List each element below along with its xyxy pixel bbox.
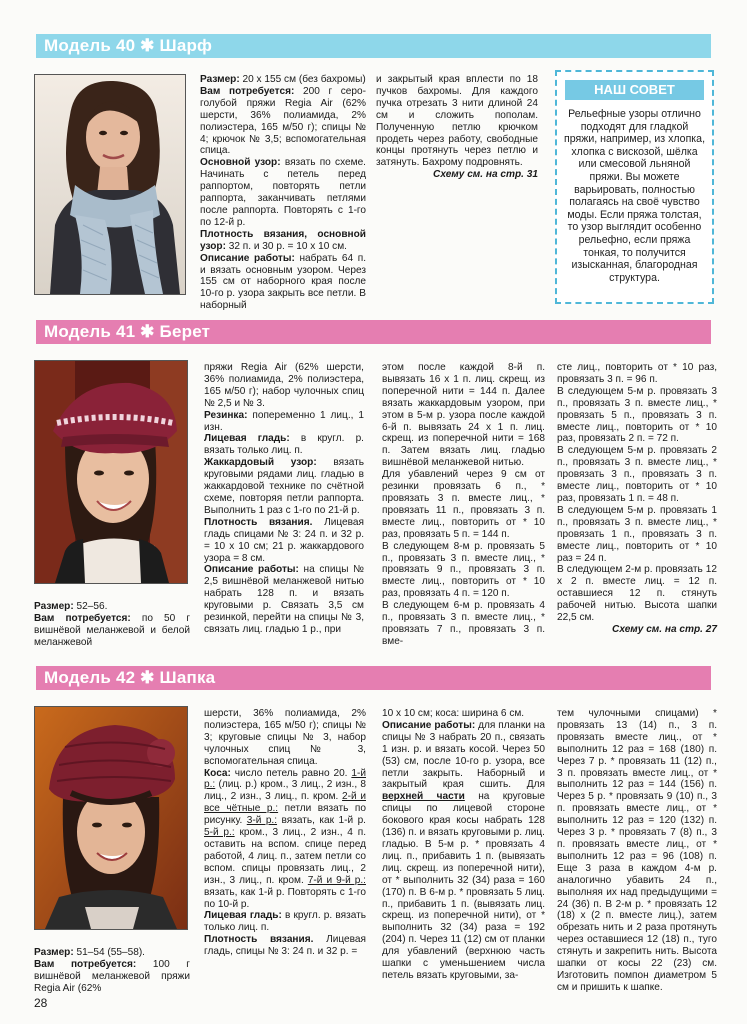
model-40-header — [36, 34, 711, 58]
model-41-under-p: Размер: 52–56. — [34, 601, 108, 612]
model-40-col-2-p: и закрытый края вплести по 18 пучков бахромы. Для каждого пучка отрезать 3 нити длиной 24 см и сложить пополам. Полученную петлю крючком продеть через работу, свободные концы протянуть через петлю и затянуть. Бахрому подровнять. — [376, 74, 538, 169]
model-41-col-3-p: В следующем 5-м р. провязать 2 п., провязать 3 п. вместе лиц., * провязать 3 п., провязать 3 п. вместе лиц., повторить от * 10 раз, провязать 1 п. = 48 п. — [557, 445, 717, 504]
model-41-photo — [34, 360, 188, 584]
model-42-col-2-p: Описание работы: для планки на спицы № 3 набрать 20 п., связать 1 изн. р. и вязать косой. Через 50 (53) см, после 10-го р. узора, все петли закрыть. Наборный и закрытый края сшить. Для верхней части на круговые спицы по лицевой стороне бокового края косы набрать 128 (136) п. и вязать круговыми р. лиц. гладью. В 5-м р. * провязать 4 лиц. п., прибавить 1 п. (вывязать лиц. скрещ. из поперечной нити), от * выполнить 32 (34) раза = 160 (170) п. В 6-м р. * провязать 5 лиц. п., прибавить 1 п. (вывязать лиц. скрещ. из поперечной нити), от * выполнить 32 (34) раза = 192 (204) п. Через 11 (12) см от планки для убавлений (верхнюю часть шапки с уменьшением числа петель вязать круговыми, за- — [382, 719, 545, 981]
model-40-col-1-p: Основной узор: вязать по схеме. Начинать с петель перед раппортом, повторять петли раппорта, заканчивать петлями после раппорта. Повторять с 1-го по 12-й р. — [200, 157, 366, 228]
model-41-col-1 — [204, 362, 364, 636]
model-41-col-3-p: В следующем 5-м р. провязать 3 п., провязать 3 п. вместе лиц., * провязать 5 п., провязать 3 п. вместе лиц., повторить от * 10 раз, провязать 2 п. = 72 п. — [557, 385, 717, 445]
model-42-col-2-p: 10 х 10 см; коса: ширина 6 см. — [382, 708, 525, 719]
model-40-photo — [34, 74, 186, 295]
model-40-col-1-p: Описание работы: набрать 64 п. и вязать основным узором. Через 155 см от наборного края после 10-го р. узора закрыть все петли. В наборный — [200, 252, 366, 312]
model-41-col-2-p: В следующем 6-м р. провязать 4 п., провязать 3 п. вместе лиц., * провязать 7 п., провязать 3 п. вме- — [382, 600, 545, 647]
model-40-col-2 — [376, 74, 538, 181]
model-40-col-1-p: Вам потребуется: 200 г серо-голубой пряжи Regia Air (62% шерсти, 36% полиамида, 2% полиэстера, 165 м/50 г); спицы № 4; крючок № 3,5; вспомогательная спица. — [200, 85, 367, 157]
model-41-col-1-p: Плотность вязания. Лицевая гладь спицами № 3: 24 п. и 32 р. = 10 х 10 см; 21 р. жаккардового узора = 8 см. — [204, 516, 364, 564]
model-42-under-photo — [34, 947, 190, 995]
model-42-col-2 — [382, 708, 545, 982]
advice-box — [555, 70, 714, 304]
model-42-col-1-p: Коса: число петель равно 20. 1-й р.: (лиц. р.) кром., 3 лиц., 2 изн., 8 лиц., 2 изн., 3 лиц., п. кром. 2-й и все чётные р.: петли вязать по рисунку. 3-й р.: вязать, как 1-й р. 5-й р.: кром., 3 лиц., 2 изн., 4 п. оставить на вспом. спице перед работой, 4 лиц. п., затем петли со вспом. спицы провязать лиц., 2 изн., 3 лиц., п. кром. 7-й и 9-й р.: вязать, как 1-й р. Повторять с 1-го по 10-й р. — [204, 767, 366, 910]
model-42-under-p: Размер: 51–54 (55–58). — [34, 947, 145, 958]
model-41-col-1-p: пряжи Regia Air (62% шерсти, 36% полиамида, 2% полиэстера, 165 м/50 г); набор чулочных спиц № 2,5 и № 3. — [204, 362, 364, 409]
page-number: 28 — [34, 996, 48, 1010]
model-42-col-1-p: шерсти, 36% полиамида, 2% полиэстера, 165 м/50 г); спицы № 3; круговые спицы № 3, набор чулочных спиц № 3, вспомогательная спица. — [204, 708, 366, 767]
model-41-col-3-p: В следующем 2-м р. провязать 12 х 2 п. вместе лиц. = 12 п. оставшиеся 12 п. стянуть рабочей нитью. Высота шапки 22,5 см. — [557, 564, 717, 624]
model-41-col-1-p: Лицевая гладь: в кругл. р. вязать только лиц. п. — [204, 433, 364, 457]
model-42-header — [36, 666, 711, 690]
model-42-col-3 — [557, 708, 717, 994]
model-41-col-3-p: сте лиц., повторить от * 10 раз, провязать 3 п. = 96 п. — [557, 362, 717, 385]
model-41-col-1-p: Резинка: попеременно 1 лиц., 1 изн. — [204, 409, 364, 433]
model-40-scheme-ref: Схему см. на стр. 31 — [433, 169, 538, 181]
model-41-col-2-p: В следующем 8-м р. провязать 5 п., провязать 3 п. вместе лиц., * провязать 9 п., провязать 3 п. вместе лиц., повторить от * 10 раз, провязать 4 п. = 120 п. — [382, 540, 545, 600]
model-42-col-1 — [204, 708, 366, 958]
model-41-col-2-p: этом после каждой 8-й п. вывязать 16 х 1 п. лиц. скрещ. из поперечной нити = 144 п. Далее вязать жаккардовым узором, при этом в 5-м р. узора после каждой 6-й п. вывязать 24 х 1 п. лиц. скрещ. из поперечной нити = 168 п. Затем вязать лиц. гладью вишнёвой меланжевой нитью. — [382, 362, 545, 469]
model-41-header — [36, 320, 711, 344]
model-41-col-2 — [382, 362, 545, 648]
model-42-title: Модель 42 ✱ Шапка — [44, 668, 216, 687]
model-41-under-p: Вам потребуется: по 50 г вишнёвой меланжевой и белой меланжевой — [34, 612, 191, 648]
model-41-col-3-p: В следующем 5-м р. провязать 1 п., провязать 3 п. вместе лиц., * провязать 1 п., провязать 3 п. вместе лиц., повторить от * 10 раз = 24 п. — [557, 504, 717, 564]
model-40-col-1-p: Размер: 20 х 155 см (без бахромы) — [200, 74, 366, 85]
model-41-col-3 — [557, 362, 717, 636]
model-40-col-1-p: Плотность вязания, основной узор: 32 п. и 30 р. = 10 х 10 см. — [200, 228, 366, 252]
model-41-title: Модель 41 ✱ Берет — [44, 322, 211, 341]
model-42-under-p: Вам потребуется: 100 г вишнёвой меланжевой пряжи Regia Air (62% — [34, 958, 190, 994]
model-41-scheme-ref: Схему см. на стр. 27 — [612, 623, 717, 635]
model-41-col-2-p: Для убавлений через 9 см от резинки провязать 6 п., * провязать 3 п. вместе лиц., * провязать 11 п., провязать 3 п. вместе лиц., повторить от * 10 раз, провязать 5 п. = 144 п. — [382, 469, 545, 540]
advice-text: Рельефные узоры отлично подходят для гладкой пряжи, например, из хлопка, хлопка с вискозой, шёлка или смесовой льняной пряжи. Вы можете варьировать, полностью полагаясь на своё чувство моды. Если пряжа толстая, то узор выглядит особенно рельефно, если пряжа тонкая, то получится изысканная, благородная структура. — [563, 108, 706, 284]
model-42-photo — [34, 706, 188, 930]
model-41-col-1-p: Описание работы: на спицы № 2,5 вишнёвой меланжевой нитью набрать 128 п. и вязать круговыми р. Связать 3,5 см резинкой, перейти на спицы № 3, связать лиц. гладью 1 р., при — [204, 564, 364, 635]
model-41-col-1-p: Жаккардовый узор: вязать круговыми рядами лиц. гладью в жаккардовой технике по счётной схеме, повторяя петли раппорта. Выполнить 1 раз с 1-го по 21-й р. — [204, 457, 365, 516]
model-40-col-1 — [200, 74, 366, 312]
model-41-under-photo — [34, 601, 190, 649]
model-42-col-1-p: Плотность вязания. Лицевая гладь, спицы № 3: 24 п. и 32 р. = — [204, 934, 366, 958]
model-40-title: Модель 40 ✱ Шарф — [44, 36, 213, 55]
model-42-col-3-p: тем чулочными спицами) * провязать 13 (14) п., 3 п. провязать вместе лиц., от * выполнить 12 раз = 168 (180) п. Через 7 р. * провязать 11 (12) п., 3 п. провязать вместе лиц., от * выполнить 12 раз = 144 (156) п. Через 5 р. * провязать 9 (10) п., 3 п. провязать вместе лиц., от * выполнить 12 раз = 120 (132) п. Через 3 р. * провязать 7 (8) п., 3 п. провязать вместе лиц., от * выполнить 12 раз = 96 (108) п. Еще 3 раза в каждом 4-м р. аналогично убавить 24 п., выполняя их над предыдущими = 24 (36) п. В 2-м р. * провязать 12 (18) х (2 п. вместе лиц.), затем обрезать нить и 2 раза протянуть через оставшиеся 12 (18) п., туго стянуть и закрепить нить. Высота шапки от косы 22 (23) см. Изготовить помпон диаметром 5 см и пришить к шапке. — [557, 708, 717, 993]
model-42-col-1-p: Лицевая гладь: в кругл. р. вязать только лиц. п. — [204, 910, 366, 934]
advice-title: НАШ СОВЕТ — [565, 80, 704, 100]
